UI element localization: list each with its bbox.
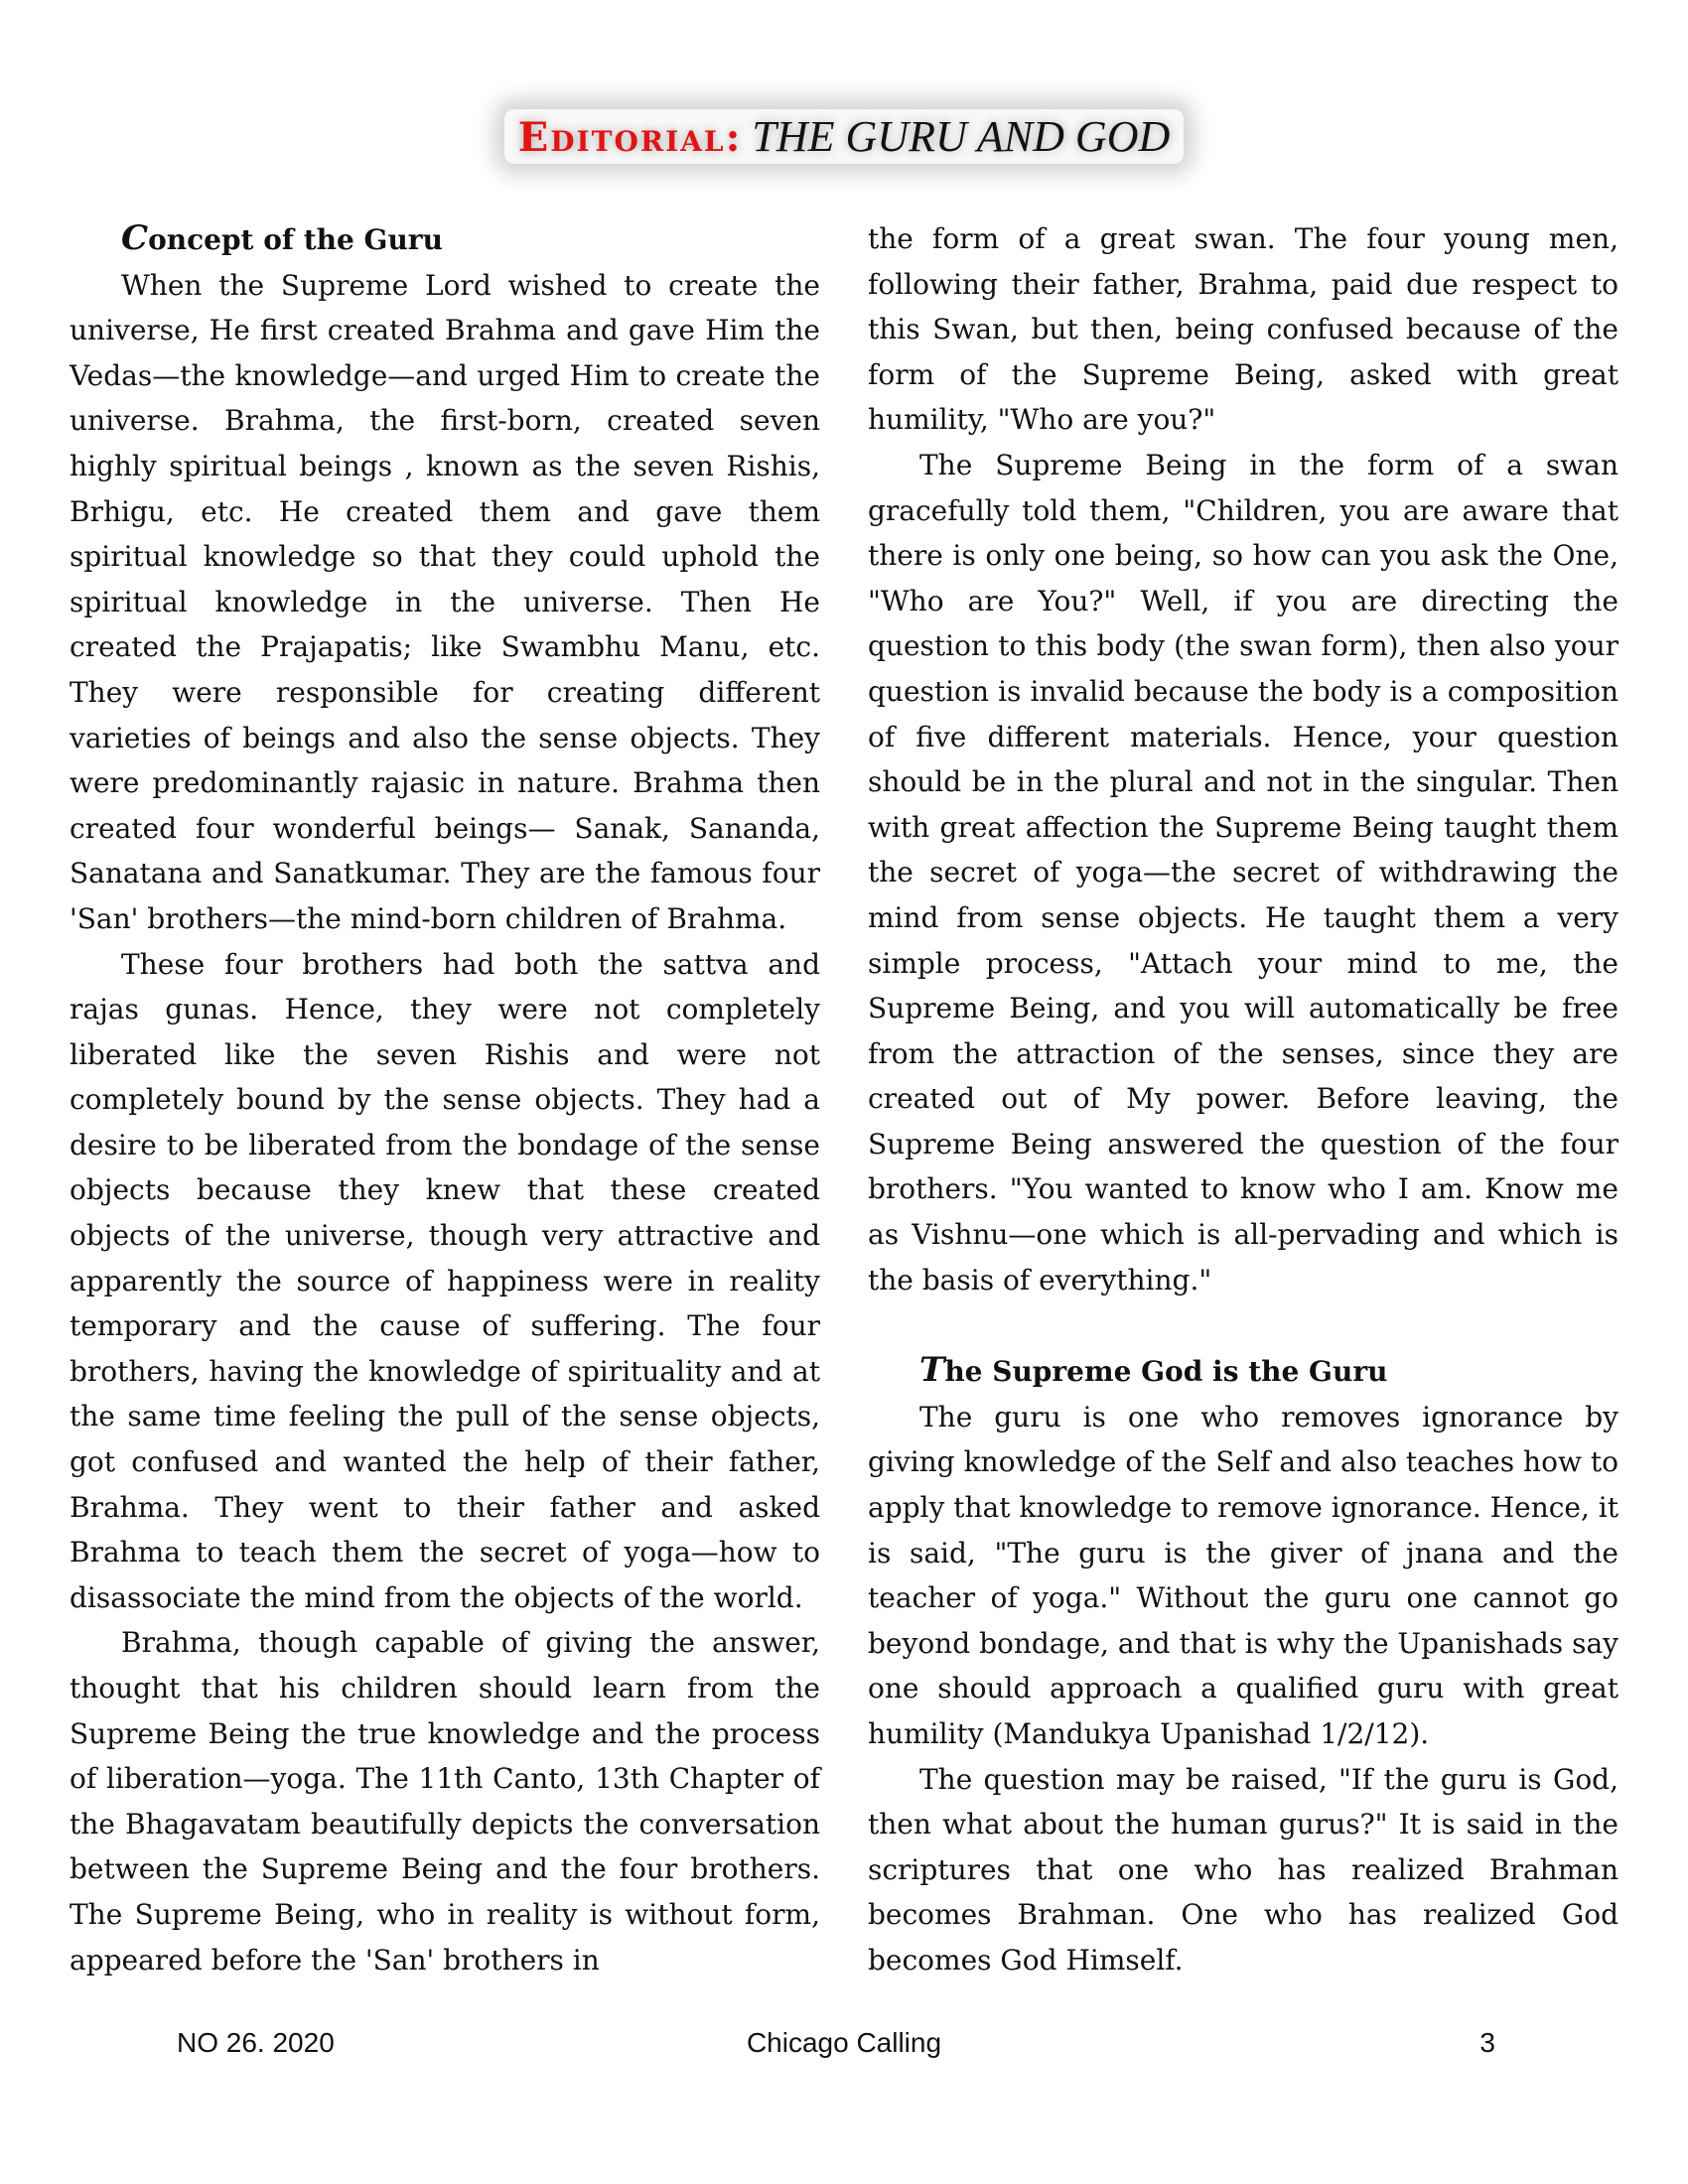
paragraph: Brahma, though capable of giving the answer, thought that his children should learn from the Supreme Being the true knowledge and the process of liberation—yoga. The 11th Canto, 13th Chapter of the Bhagavatam beautifully depicts the conversation between the Supreme Being and the four brothers. The Supreme Being, who in reality is without form, appeared before the 'San' brothers in	[70, 1626, 820, 1977]
footer-issue: NO 26. 2020	[177, 2027, 335, 2058]
section-heading-concept	[70, 216, 820, 263]
paragraph: The Supreme Being in the form of a swan gracefully told them, "Children, you are aware that there is only one being, so how can you ask the One, "Who are You?" Well, if you are directing the question to this body (the swan form), then also your question is invalid because the body is a composition of five different materials. Hence, your question should be in the plural and not in the singular. Then with great affection the Supreme Being taught them the secret of yoga—the secret of withdrawing the mind from sense objects. He taught them a very simple process, "Attach your mind to me, the Supreme Being, and you will automatically be free from the attraction of the senses, since they are created out of My power. Before leaving, the Supreme Being answered the question of the four brothers. "You wanted to know who I am. Know me as Vishnu—one which is all-pervading and which is the basis of everything."	[868, 448, 1618, 1297]
paragraph-continued: the form of a great swan. The four young men, following their father, Brahma, paid due respect to this Swan, but then, being confused because of the form of the Supreme Being, asked with great humility, "Who are you?"	[868, 222, 1618, 437]
footer-publication: Chicago Calling	[746, 2027, 942, 2058]
editorial-title	[0, 109, 1688, 164]
title-banner	[504, 109, 1185, 164]
paragraph: The guru is one who removes ignorance by giving knowledge of the Self and also teaches how to apply that knowledge to remove ignorance. Hence, it is said, "The guru is the giver of jnana and the teacher of yoga." Without the guru one cannot go beyond bondage, and that is why the Upanishads say one should approach a qualified guru with great humility (Mandukya Upanishad 1/2/12).	[868, 1400, 1618, 1750]
title-label: Editorial:	[517, 114, 743, 161]
left-column	[70, 216, 820, 1982]
heading-initial: C	[121, 218, 149, 258]
paragraph: The question may be raised, "If the guru is God, then what about the human gurus?" It is said in the scriptures that one who has realized Brahman becomes Brahman. One who has realized God becomes God Himself.	[868, 1762, 1618, 1977]
heading-text: he Supreme God is the Guru	[944, 1355, 1388, 1389]
section-spacer	[868, 1302, 1618, 1348]
heading-initial: T	[919, 1350, 945, 1391]
heading-text: oncept of the Guru	[148, 223, 443, 256]
right-column	[868, 216, 1618, 1983]
title-main: THE GURU AND GOD	[752, 112, 1171, 161]
paragraph: These four brothers had both the sattva and rajas gunas. Hence, they were not completely liberated like the seven Rishis and were not completely bound by the sense objects. They had a desire to be liberated from the bondage of the sense objects because they knew that these created objects of the universe, though very attractive and apparently the source of happiness were in reality temporary and the cause of suffering. The four brothers, having the knowledge of spirituality and at the same time feeling the pull of the sense objects, got confused and wanted the help of their father, Brahma. They went to their father and asked Brahma to teach them the secret of yoga—how to disassociate the mind from the objects of the world.	[70, 947, 820, 1614]
section-heading-supreme-god	[868, 1348, 1618, 1395]
footer-page-number: 3	[1479, 2027, 1495, 2058]
paragraph: When the Supreme Lord wished to create the universe, He first created Brahma and gave Him the Vedas—the knowledge—and urged Him to create the universe. Brahma, the first-born, created seven highly spiritual beings , known as the seven Rishis, Brhigu, etc. He created them and gave them spiritual knowledge so that they could uphold the spiritual knowledge in the universe. Then He created the Prajapatis; like Swambhu Manu, etc. They were responsible for creating different varieties of beings and also the sense objects. They were predominantly rajasic in nature. Brahma then created four wonderful beings— Sanak, Sananda, Sanatana and Sanatkumar. They are the famous four 'San' brothers—the mind-born children of Brahma.	[70, 268, 820, 935]
page-footer	[0, 2027, 1688, 2067]
